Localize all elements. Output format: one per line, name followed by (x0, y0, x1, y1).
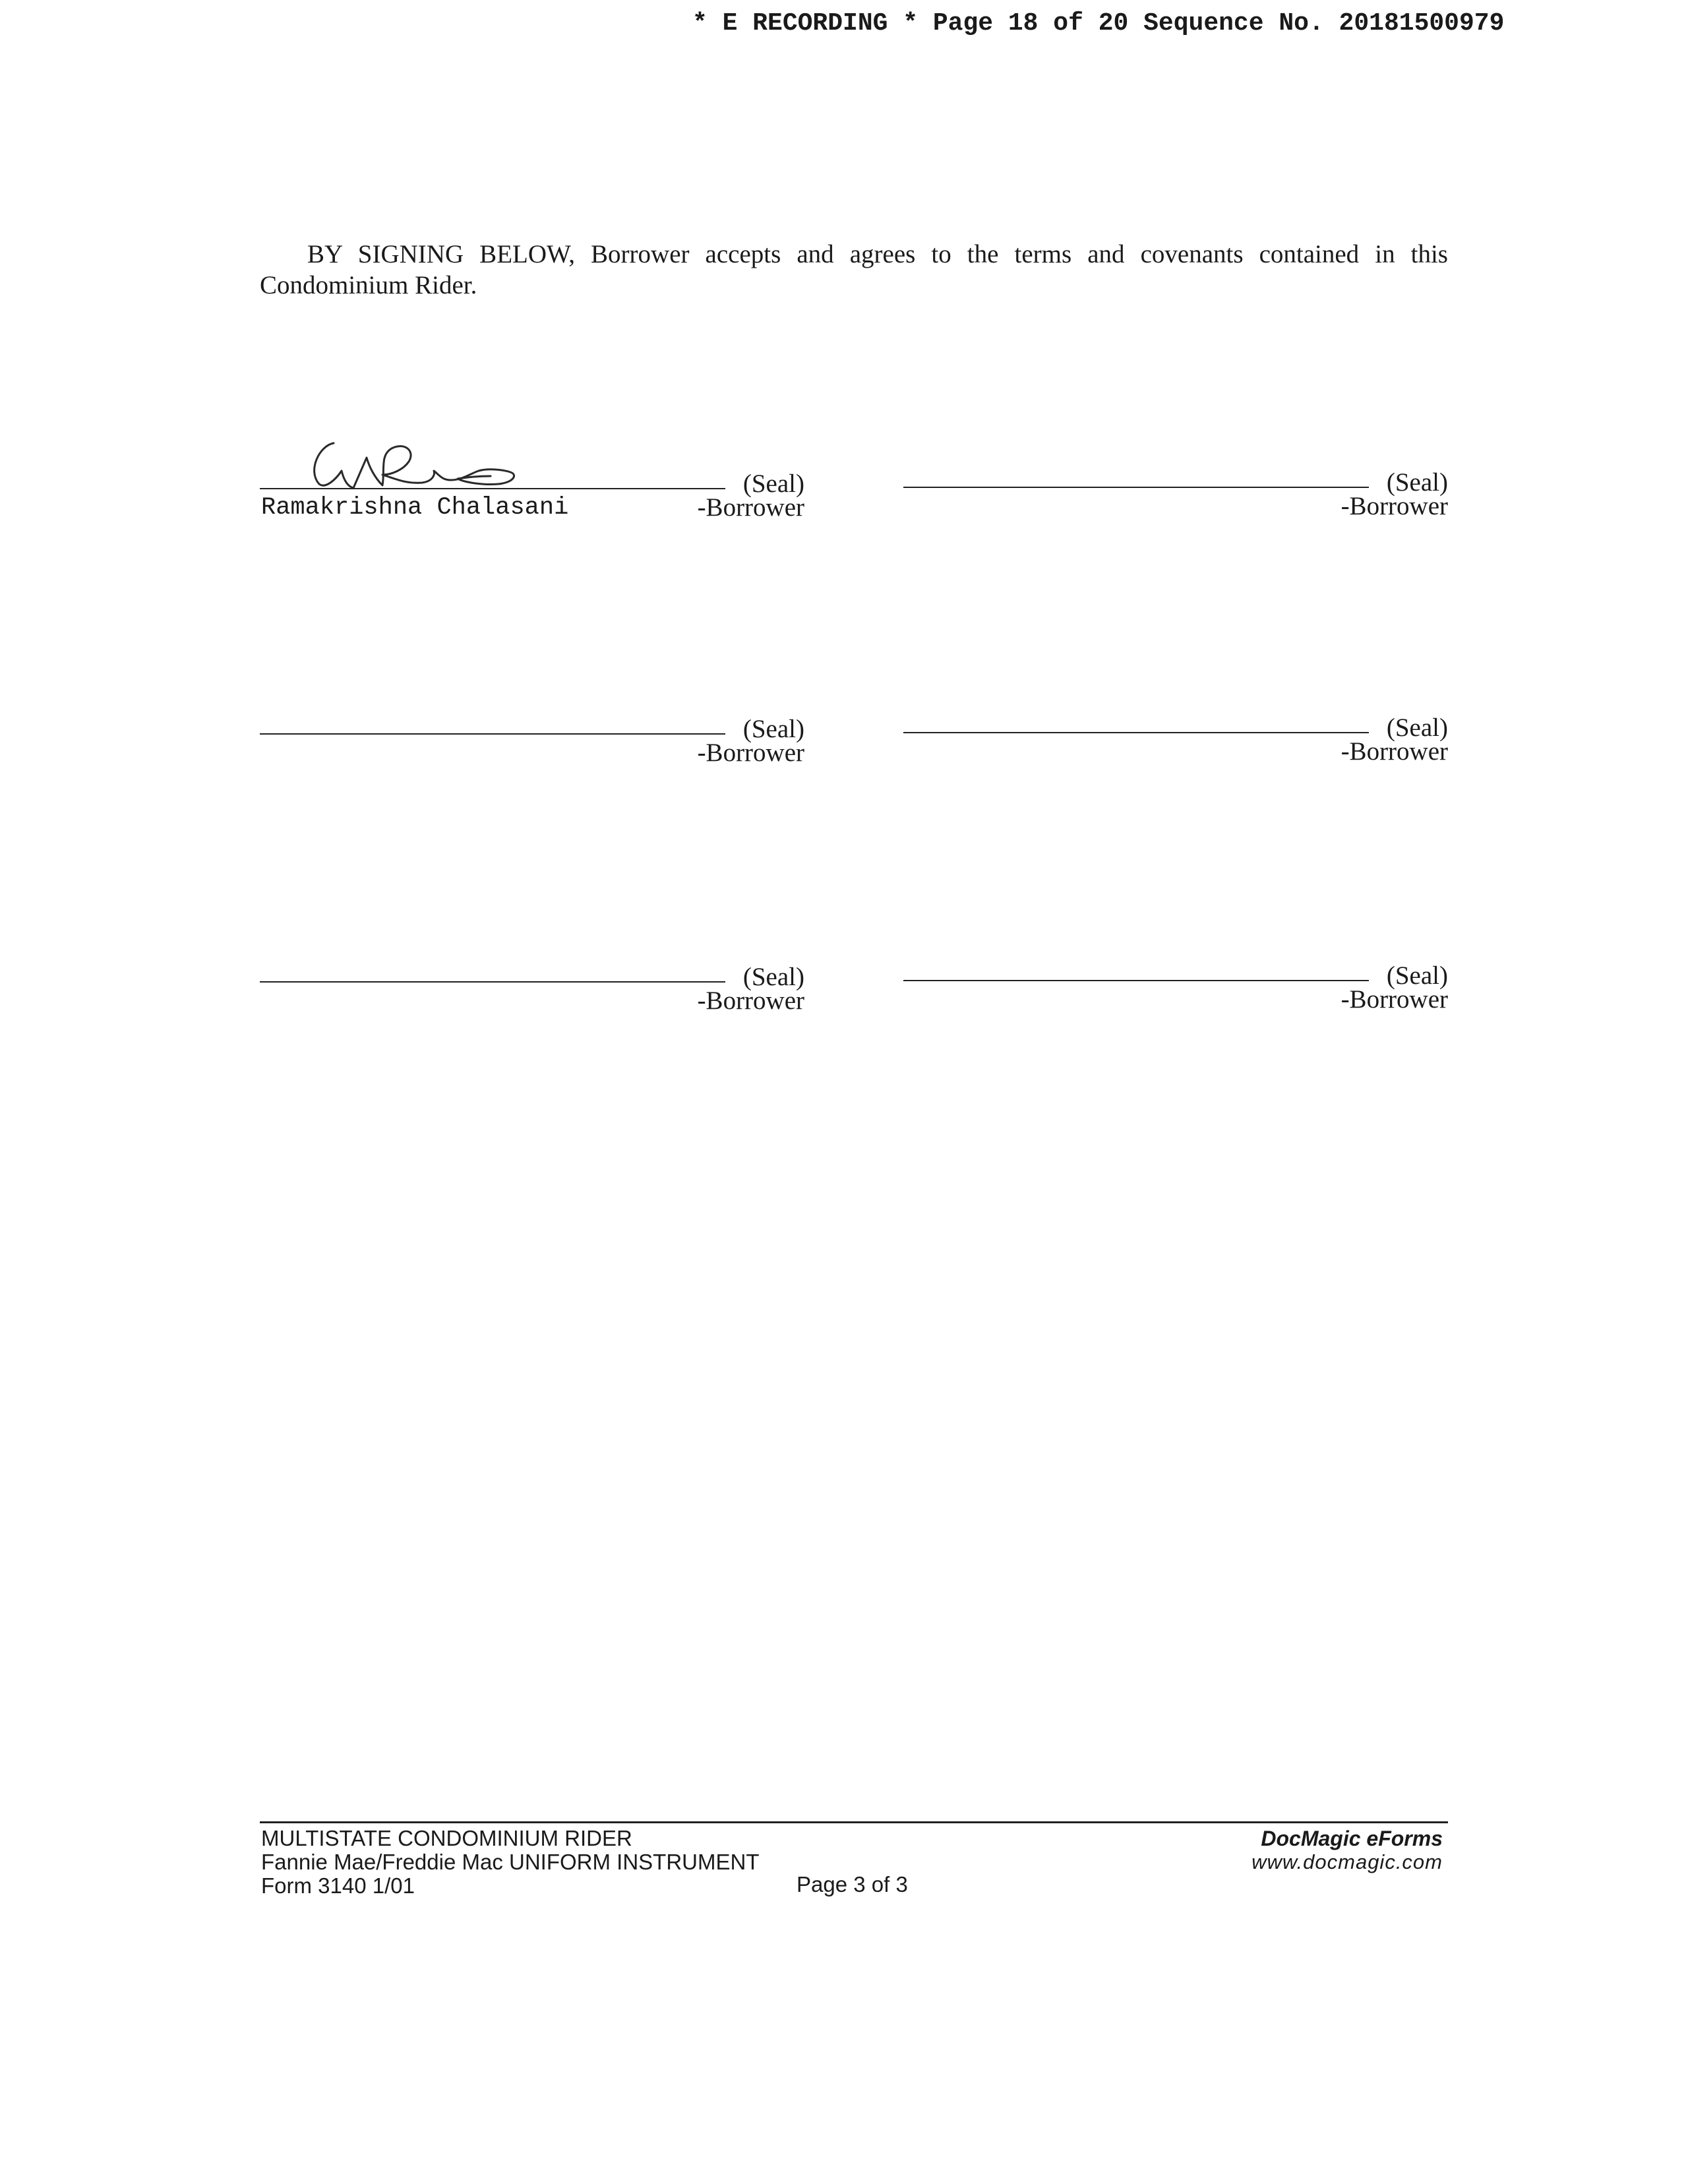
seal-label: (Seal) (1386, 713, 1448, 742)
vendor-logo (1251, 1827, 1443, 1850)
borrower-label: -Borrower (1341, 985, 1448, 1014)
page-number: Page 3 of 3 (797, 1872, 908, 1896)
signature-block-6[interactable] (903, 961, 1448, 1046)
footer-divider (260, 1821, 1448, 1823)
signature-line (903, 732, 1369, 733)
signature-block-4[interactable] (903, 713, 1448, 798)
recording-stamp: * E RECORDING * Page 18 of 20 Sequence No. 20181500979 (692, 9, 1505, 38)
borrower-label: -Borrower (697, 986, 804, 1015)
brand-name: DocMagic (1261, 1827, 1361, 1850)
seal-label: (Seal) (742, 470, 804, 498)
vendor-website: www.docmagic.com (1251, 1850, 1443, 1873)
form-title: MULTISTATE CONDOMINIUM RIDER (261, 1826, 632, 1850)
borrower-label: -Borrower (1341, 737, 1448, 766)
signature-line (260, 981, 725, 983)
borrower-label: -Borrower (697, 493, 804, 522)
signature-block-2[interactable] (903, 468, 1448, 553)
form-number: Form 3140 1/01 (261, 1873, 415, 1898)
borrower-label: -Borrower (697, 739, 804, 767)
vendor-branding (1251, 1827, 1443, 1874)
seal-label: (Seal) (1386, 468, 1448, 497)
signature-line (903, 980, 1369, 981)
signature-block-1[interactable] (260, 470, 804, 554)
signature-line (260, 733, 725, 735)
brand-product: eForms (1366, 1827, 1443, 1850)
seal-label: (Seal) (742, 715, 804, 743)
handwritten-signature (293, 431, 543, 497)
signature-block-5[interactable] (260, 963, 804, 1047)
borrower-label: -Borrower (1341, 492, 1448, 520)
signature-line (260, 488, 725, 489)
signature-line (903, 487, 1369, 488)
form-info (261, 1827, 759, 1898)
agreement-paragraph (260, 239, 1448, 301)
signer-name: Ramakrishna Chalasani (261, 494, 569, 522)
seal-label: (Seal) (1386, 961, 1448, 990)
signature-block-3[interactable] (260, 715, 804, 799)
instrument-name: Fannie Mae/Freddie Mac UNIFORM INSTRUMENT (261, 1850, 760, 1874)
agreement-text: BY SIGNING BELOW, Borrower accepts and agrees to the terms and covenants contained in this Condominium Rider. (260, 240, 1448, 299)
seal-label: (Seal) (742, 963, 804, 991)
